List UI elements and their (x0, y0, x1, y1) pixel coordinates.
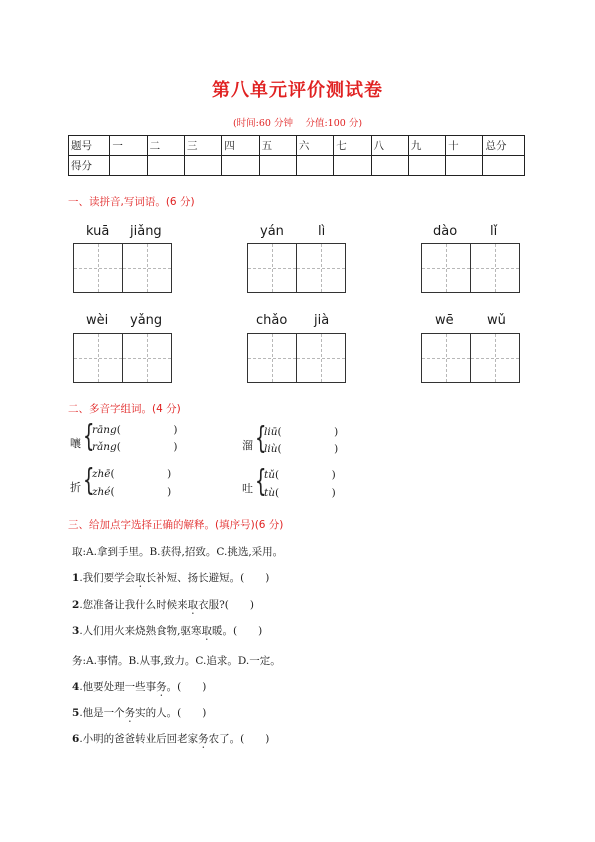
score-table-col-8: 八 (371, 136, 408, 156)
score-cell[interactable] (296, 156, 333, 176)
dotted-char: 取 (135, 572, 146, 584)
pinyin-syllable: yǎng (130, 313, 163, 328)
reading-pinyin: rāng (92, 424, 117, 436)
reading-pinyin: tǔ (264, 469, 275, 481)
question-item: 1.我们要学会取长补短、扬长避短。( ) (72, 572, 270, 584)
pinyin-syllable: dào (433, 224, 458, 239)
dotted-char: 务 (198, 733, 209, 745)
score-table-col-6: 六 (296, 136, 333, 156)
writing-box[interactable] (247, 243, 346, 293)
writing-cell[interactable] (122, 334, 171, 382)
pinyin-syllable: wǔ (487, 313, 506, 328)
polyphone-item: 溜 { liū( ) liù( ) (242, 421, 339, 456)
score-cell-total[interactable] (483, 156, 525, 176)
pinyin-syllable: wèi (86, 313, 109, 328)
question-item: 2.您准备让我什么时候来取衣服?( ) (72, 599, 254, 611)
dotted-char: 务 (156, 681, 167, 693)
question-item: 3.人们用火来烧熟食物,驱寒取暖。( ) (72, 625, 263, 637)
writing-cell[interactable] (248, 334, 296, 382)
reading-pinyin: rǎng (92, 441, 117, 453)
section-2-heading: 二、多音字组词。(4 分) (68, 403, 181, 415)
score-table-score-row (69, 156, 525, 176)
score-table-col-9: 九 (408, 136, 445, 156)
reading-pinyin: zhé (92, 486, 111, 498)
polyphone-item: 吐 { tǔ( ) tù( ) (242, 464, 336, 499)
pinyin-syllable: jiǎng (130, 224, 162, 239)
score-table-label-number: 题号 (69, 136, 110, 156)
polyphone-item: 嚷 { rāng( ) rǎng( ) (70, 419, 178, 454)
writing-box[interactable] (247, 333, 346, 383)
score-cell[interactable] (446, 156, 483, 176)
reading-pinyin: liū (264, 426, 278, 438)
pinyin-syllable: wē (435, 313, 454, 328)
score-table-col-3: 三 (184, 136, 221, 156)
score-table (68, 135, 525, 176)
score-table-col-total: 总分 (483, 136, 525, 156)
brace-icon: { (255, 421, 267, 456)
dotted-char: 取 (201, 625, 212, 637)
score-cell[interactable] (371, 156, 408, 176)
question-number: 6 (72, 733, 80, 745)
brace-icon: { (83, 463, 95, 498)
score-cell[interactable] (110, 156, 147, 176)
pinyin-syllable: chǎo (256, 313, 288, 328)
writing-cell[interactable] (470, 334, 519, 382)
score-table-col-10: 十 (446, 136, 483, 156)
score-table-header-row (69, 136, 525, 156)
writing-cell[interactable] (422, 244, 470, 292)
writing-cell[interactable] (122, 244, 171, 292)
brace-icon: { (255, 464, 267, 499)
exam-subtitle: (时间:60 分钟 分值:100 分) (232, 118, 363, 129)
brace-icon: { (83, 419, 95, 454)
score-cell[interactable] (222, 156, 259, 176)
polyphone-char: 嚷 (70, 437, 81, 450)
reading-pinyin: tù (264, 487, 275, 499)
writing-box[interactable] (73, 333, 172, 383)
writing-cell[interactable] (296, 334, 345, 382)
score-table-col-1: 一 (110, 136, 147, 156)
polyphone-char: 折 (70, 481, 81, 494)
polyphone-char: 吐 (242, 482, 253, 495)
polyphone-char: 溜 (242, 439, 253, 452)
writing-box[interactable] (421, 333, 520, 383)
score-cell[interactable] (334, 156, 371, 176)
question-number: 1 (72, 572, 80, 584)
pinyin-syllable: kuā (86, 224, 110, 239)
score-cell[interactable] (184, 156, 221, 176)
writing-cell[interactable] (470, 244, 519, 292)
pinyin-syllable: lǐ (490, 224, 498, 239)
score-table-label-score: 得分 (69, 156, 110, 176)
question-item: 6.小明的爸爸转业后回老家务农了。( ) (72, 733, 270, 745)
pinyin-syllable: jià (314, 313, 330, 328)
definition-line: 取:A.拿到手里。B.获得,招致。C.挑选,采用。 (72, 546, 284, 558)
reading-pinyin: liù (264, 443, 278, 455)
writing-cell[interactable] (74, 244, 122, 292)
score-table-col-2: 二 (147, 136, 184, 156)
reading-pinyin: zhē (92, 468, 111, 480)
writing-cell[interactable] (74, 334, 122, 382)
score-table-col-7: 七 (334, 136, 371, 156)
pinyin-syllable: yán (260, 224, 284, 239)
writing-cell[interactable] (422, 334, 470, 382)
polyphone-item: 折 { zhē( ) zhé( ) (70, 463, 172, 498)
question-number: 3 (72, 625, 80, 637)
writing-cell[interactable] (248, 244, 296, 292)
score-cell[interactable] (147, 156, 184, 176)
score-table-col-4: 四 (222, 136, 259, 156)
dotted-char: 务 (124, 707, 136, 719)
question-item: 5.他是一个务实的人。( ) (72, 707, 207, 719)
question-number: 2 (72, 599, 80, 611)
dotted-char: 取 (187, 599, 199, 611)
definition-line: 务:A.事情。B.从事,致力。C.追求。D.一定。 (72, 655, 281, 667)
question-item: 4.他要处理一些事务。( ) (72, 681, 207, 693)
score-cell[interactable] (408, 156, 445, 176)
writing-box[interactable] (421, 243, 520, 293)
question-number: 4 (72, 681, 80, 693)
pinyin-syllable: lì (318, 224, 326, 239)
writing-box[interactable] (73, 243, 172, 293)
score-table-col-5: 五 (259, 136, 296, 156)
section-1-heading: 一、读拼音,写词语。(6 分) (68, 196, 195, 208)
score-cell[interactable] (259, 156, 296, 176)
writing-cell[interactable] (296, 244, 345, 292)
section-3-heading: 三、给加点字选择正确的解释。(填序号)(6 分) (68, 519, 284, 531)
question-number: 5 (72, 707, 80, 719)
page-title: 第八单元评价测试卷 (212, 80, 383, 101)
